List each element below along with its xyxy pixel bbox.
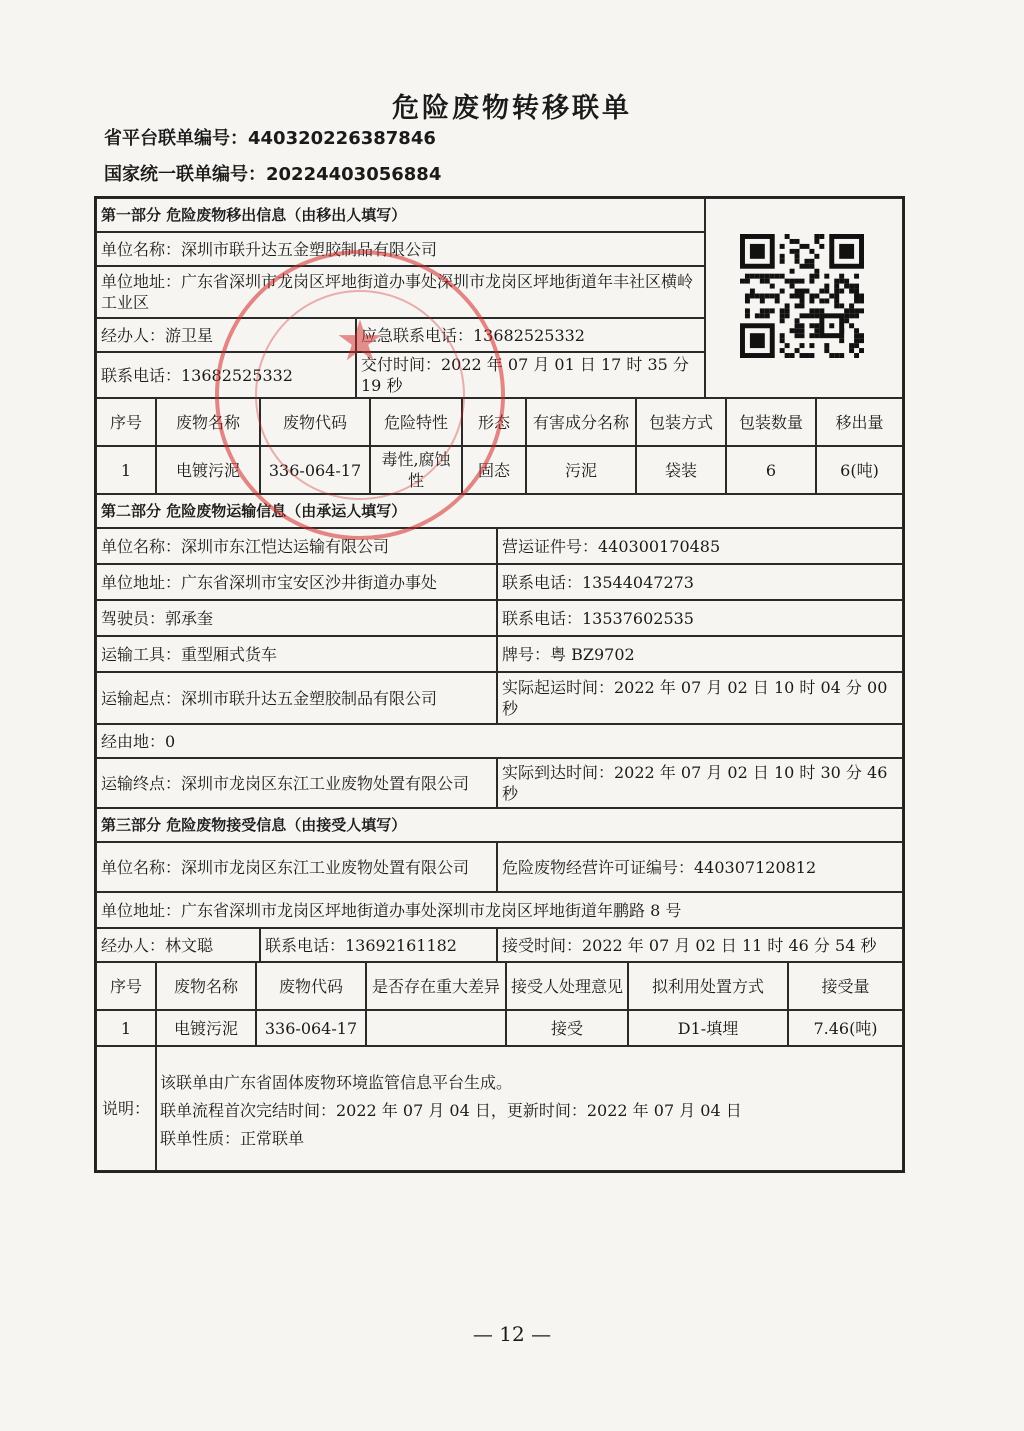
part3-table-header-cell: 拟利用处置方式: [628, 962, 788, 1010]
part2-unit-name: 单位名称：深圳市东江恺达运输有限公司: [96, 528, 497, 564]
part3-unit-address: 单位地址：广东省深圳市龙岗区坪地街道办事处深圳市龙岗区坪地街道年鹏路 8 号: [96, 892, 903, 928]
national-form-number: 国家统一联单编号：20224403056884: [104, 164, 442, 185]
part3-table-row-cell: 电镀污泥: [156, 1010, 256, 1046]
part3-table-row-cell: 接受: [506, 1010, 628, 1046]
part3-table-header-cell: 废物代码: [256, 962, 366, 1010]
document-title: 危险废物转移联单: [392, 93, 632, 124]
part2-phone-1: 联系电话：13544047273: [497, 564, 903, 600]
part3-unit-name: 单位名称：深圳市龙岗区东江工业废物处置有限公司: [96, 842, 497, 892]
part3-table-row-cell: 336-064-17: [256, 1010, 366, 1046]
part2-unit-address: 单位地址：广东省深圳市宝安区沙井街道办事处: [96, 564, 497, 600]
part2-vehicle: 运输工具：重型厢式货车: [96, 636, 497, 672]
part1-table-row-cell: 1: [96, 446, 156, 494]
part3-table-row-cell: D1-填埋: [628, 1010, 788, 1046]
part2-via: 经由地：0: [96, 724, 903, 758]
part2-plate: 牌号：粤 BZ9702: [497, 636, 903, 672]
part1-table-header-cell: 有害成分名称: [526, 398, 636, 446]
part1-table-row-cell: 固态: [462, 446, 526, 494]
part3-table-row-cell: [366, 1010, 506, 1046]
part3-table-header-cell: 序号: [96, 962, 156, 1010]
part1-table-row-cell: 6: [726, 446, 816, 494]
part2-phone-2: 联系电话：13537602535: [497, 600, 903, 636]
part1-table-header-cell: 废物名称: [156, 398, 260, 446]
part2-arrive-time: 实际到达时间：2022 年 07 月 02 日 10 时 30 分 46 秒: [497, 758, 903, 808]
part1-table-header-cell: 移出量: [816, 398, 903, 446]
page-number: — 12 —: [472, 1322, 552, 1346]
part3-table-header-cell: 是否存在重大差异: [366, 962, 506, 1010]
part2-start-time: 实际起运时间：2022 年 07 月 02 日 10 时 04 分 00 秒: [497, 672, 903, 724]
part3-receive-time: 接受时间：2022 年 07 月 02 日 11 时 46 分 54 秒: [497, 928, 903, 962]
part3-table-row-cell: 1: [96, 1010, 156, 1046]
part3-handler: 经办人：林文聪: [96, 928, 260, 962]
part1-emergency-phone: 应急联系电话：13682525332: [356, 318, 705, 352]
part1-table-header-cell: 形态: [462, 398, 526, 446]
notes-line-3: 联单性质：正常联单: [160, 1129, 305, 1148]
province-form-number: 省平台联单编号：440320226387846: [104, 128, 436, 149]
part2-end: 运输终点：深圳市龙岗区东江工业废物处置有限公司: [96, 758, 497, 808]
part2-heading: 第二部分 危险废物运输信息（由承运人填写）: [96, 494, 903, 528]
part1-unit-address: 单位地址：广东省深圳市龙岗区坪地街道办事处深圳市龙岗区坪地街道年丰社区横岭工业区: [96, 266, 705, 318]
part1-table-row-cell: 6(吨): [816, 446, 903, 494]
part3-phone: 联系电话：13692161182: [260, 928, 497, 962]
notes-line-1: 该联单由广东省固体废物环境监管信息平台生成。: [160, 1073, 513, 1092]
part1-unit-name: 单位名称：深圳市联升达五金塑胶制品有限公司: [96, 232, 705, 266]
part1-table-header-cell: 序号: [96, 398, 156, 446]
part1-table-header-cell: 危险特性: [370, 398, 462, 446]
part1-table-row-cell: 336-064-17: [260, 446, 370, 494]
part3-table-header-cell: 接受量: [788, 962, 903, 1010]
part1-table-row-cell: 电镀污泥: [156, 446, 260, 494]
part1-table-row-cell: 污泥: [526, 446, 636, 494]
part3-table-header-cell: 废物名称: [156, 962, 256, 1010]
company-seal-star: ★: [334, 309, 386, 374]
part3-table-header-cell: 接受人处理意见: [506, 962, 628, 1010]
part1-table-row-cell: 毒性,腐蚀性: [370, 446, 462, 494]
part1-delivery-time: 交付时间：2022 年 07 月 01 日 17 时 35 分 19 秒: [356, 352, 705, 398]
part2-driver: 驾驶员：郭承奎: [96, 600, 497, 636]
part2-start: 运输起点：深圳市联升达五金塑胶制品有限公司: [96, 672, 497, 724]
part1-table-header-cell: 包装数量: [726, 398, 816, 446]
part1-handler: 经办人：游卫星: [96, 318, 356, 352]
part1-table-header-cell: 废物代码: [260, 398, 370, 446]
notes-label: 说明：: [96, 1046, 156, 1171]
part3-heading: 第三部分 危险废物接受信息（由接受人填写）: [96, 808, 903, 842]
part1-phone: 联系电话：13682525332: [96, 352, 356, 398]
part1-table-header-cell: 包装方式: [636, 398, 726, 446]
part3-table-row-cell: 7.46(吨): [788, 1010, 903, 1046]
part2-license: 营运证件号：440300170485: [497, 528, 903, 564]
part1-table-row-cell: 袋装: [636, 446, 726, 494]
part3-permit: 危险废物经营许可证编号：440307120812: [497, 842, 903, 892]
notes-line-2: 联单流程首次完结时间：2022 年 07 月 04 日，更新时间：2022 年 07 月 04 日: [160, 1101, 742, 1120]
qr-code-icon: [740, 234, 864, 358]
part1-heading: 第一部分 危险废物移出信息（由移出人填写）: [96, 198, 705, 232]
